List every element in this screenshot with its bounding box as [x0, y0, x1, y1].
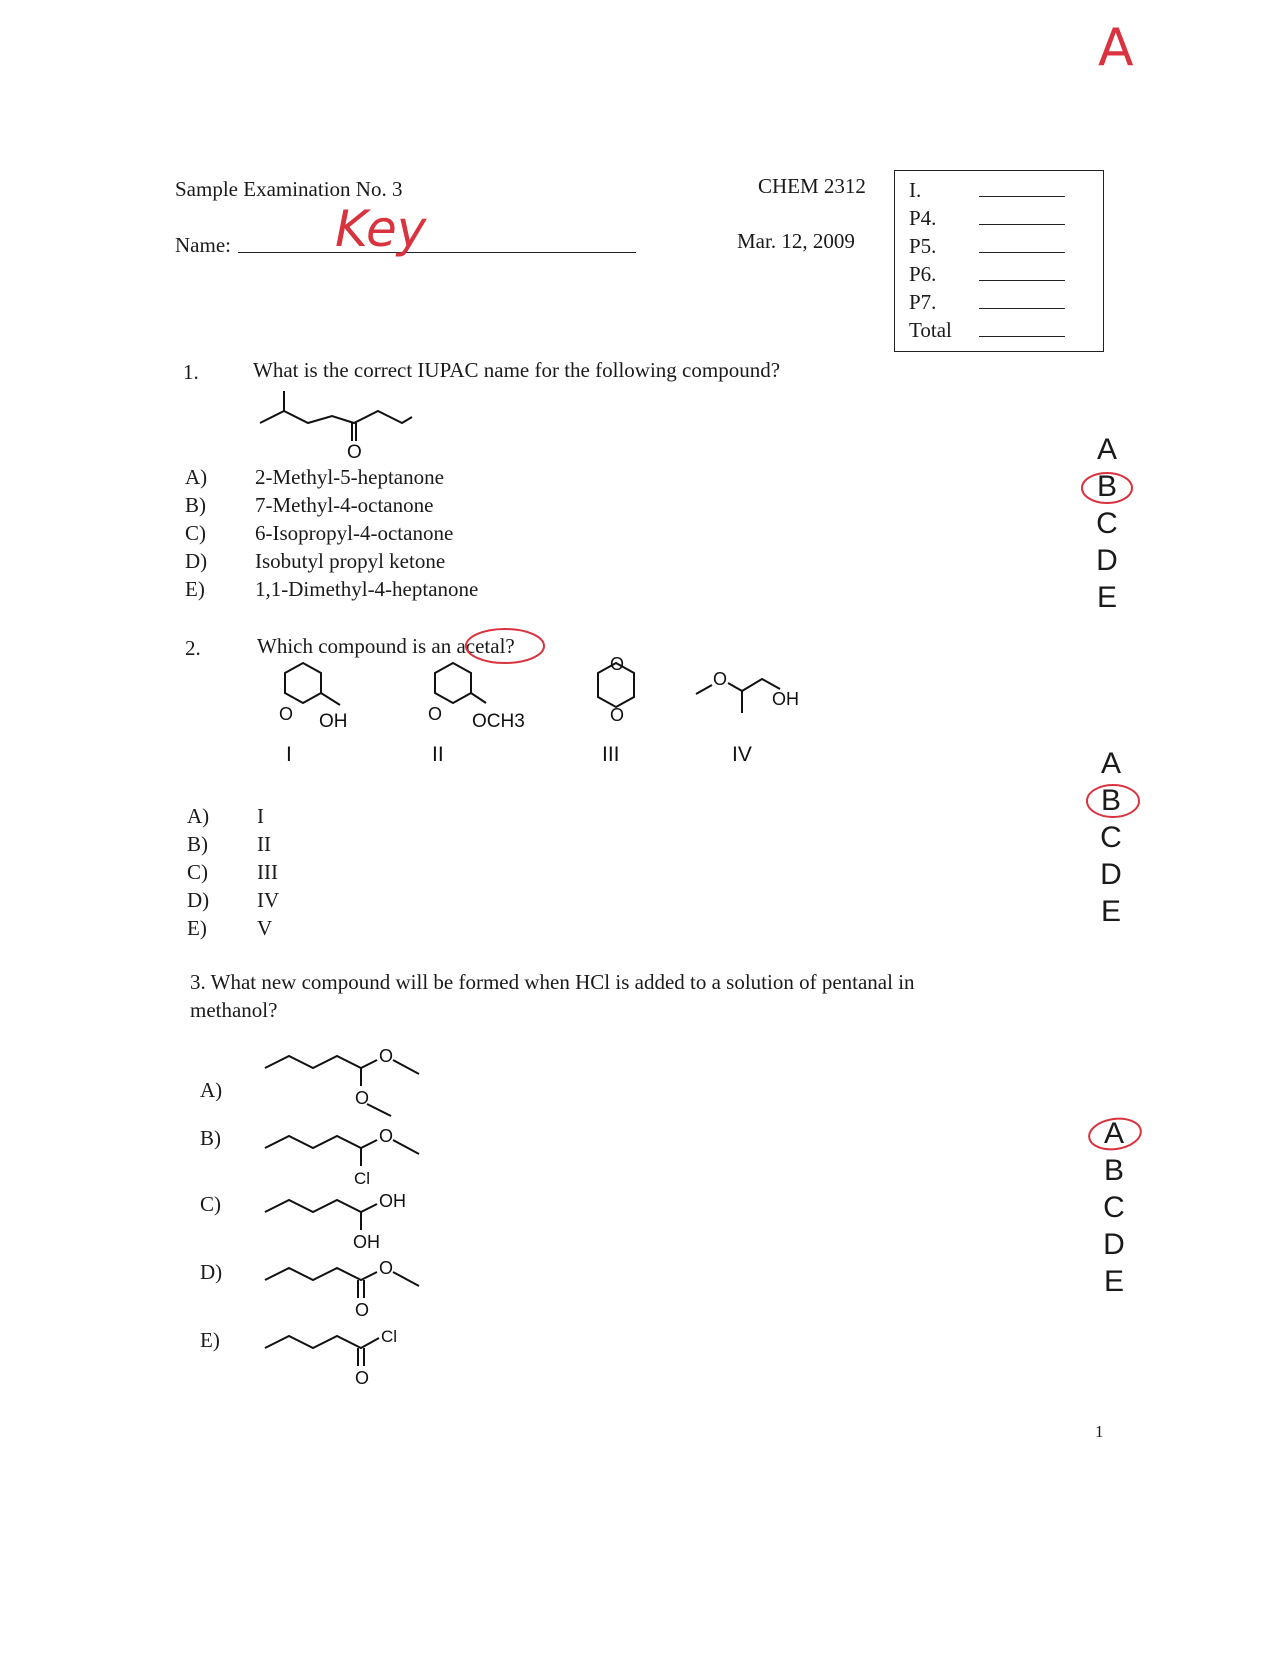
name-label: Name:: [175, 233, 231, 257]
q3-answer-c[interactable]: C: [1103, 1191, 1125, 1224]
course-code: CHEM 2312: [758, 174, 866, 198]
svg-text:O: O: [379, 1258, 394, 1278]
name-handwritten: Key: [335, 200, 427, 258]
q2-option[interactable]: E) V: [187, 915, 273, 940]
q1-question: What is the correct IUPAC name for the following compound?: [253, 358, 781, 382]
q1-option[interactable]: E) 1,1-Dimethyl-4-heptanone: [185, 576, 479, 601]
svg-text:O: O: [610, 655, 625, 674]
svg-text:O: O: [713, 669, 728, 689]
svg-text:O: O: [355, 1088, 370, 1108]
q2-option[interactable]: A) I: [187, 803, 264, 828]
q1-answer-column: [1087, 431, 1127, 616]
q2-structures: [250, 655, 830, 765]
q3-structure-b: [265, 1126, 419, 1188]
q1-option[interactable]: C) 6-Isopropyl-4-octanone: [185, 520, 454, 545]
q2-option[interactable]: D) IV: [187, 887, 280, 912]
svg-text:O: O: [379, 1126, 394, 1146]
q1-number: 1.: [183, 360, 199, 384]
q2-number: 2.: [185, 636, 201, 660]
q3-structure-c: [265, 1191, 406, 1252]
q3-structure-a: [265, 1046, 419, 1116]
q3-answer-a[interactable]: A: [1103, 1117, 1124, 1150]
q1-option[interactable]: D) Isobutyl propyl ketone: [185, 548, 446, 573]
svg-text:OH: OH: [772, 689, 799, 709]
q2-answer-column: [1091, 745, 1131, 930]
svg-text:O: O: [355, 1368, 370, 1388]
page-number: 1: [1095, 1422, 1104, 1441]
structure-i: [279, 663, 348, 765]
q2-selected-circle: [1082, 780, 1146, 822]
q3-selected-circle: [1084, 1113, 1148, 1155]
q1-atom-o: O: [347, 442, 362, 460]
svg-text:Cl: Cl: [381, 1327, 398, 1346]
q3-option-e-letter[interactable]: E): [200, 1328, 220, 1352]
q1-answer-d[interactable]: D: [1096, 544, 1118, 577]
exam-date: Mar. 12, 2009: [737, 229, 855, 253]
q1-options: [185, 463, 478, 603]
score-row: I.: [909, 175, 1103, 203]
q3-answer-b[interactable]: B: [1103, 1154, 1124, 1187]
q1-selected-circle: [1077, 468, 1137, 508]
q1-answer-e[interactable]: E: [1096, 581, 1117, 614]
q1-option[interactable]: A) 2-Methyl-5-heptanone: [185, 464, 444, 489]
q2-question: Which compound is an acetal?: [257, 634, 515, 658]
structure-ii: [428, 663, 525, 765]
svg-text:O: O: [279, 704, 294, 724]
svg-text:OH: OH: [353, 1232, 380, 1252]
structure-iii: [598, 655, 634, 765]
q3-option-c-letter[interactable]: C): [200, 1192, 221, 1216]
score-row: P7.: [909, 287, 1103, 315]
score-box: [894, 170, 1104, 352]
exam-title: Sample Examination No. 3: [175, 177, 403, 201]
svg-text:II: II: [432, 743, 444, 765]
q3-structures: [255, 1040, 455, 1390]
svg-text:O: O: [379, 1046, 394, 1066]
q3-option-b-letter[interactable]: B): [200, 1126, 221, 1150]
q2-answer-d[interactable]: D: [1100, 858, 1122, 891]
q3-option-d-letter[interactable]: D): [200, 1260, 223, 1284]
svg-text:I: I: [286, 743, 292, 765]
q2-option[interactable]: B) II: [187, 831, 271, 856]
q2-answer-b[interactable]: B: [1100, 784, 1121, 817]
q2-keyword: acetal?: [456, 634, 515, 658]
q3-question-line1: 3. What new compound will be formed when HCl is added to a solution of pentanal in: [190, 970, 915, 994]
svg-text:OCH3: OCH3: [472, 711, 525, 732]
score-row: Total: [909, 315, 1103, 343]
q3-answer-d[interactable]: D: [1103, 1228, 1125, 1261]
q2-answer-a[interactable]: A: [1100, 747, 1121, 780]
svg-text:IV: IV: [732, 743, 752, 765]
svg-text:OH: OH: [319, 711, 348, 732]
q1-answer-a[interactable]: A: [1096, 433, 1117, 466]
q1-answer-b[interactable]: B: [1096, 470, 1117, 503]
q3-structure-e: [265, 1327, 397, 1388]
q1-structure: [250, 385, 420, 460]
q2-answer-e[interactable]: E: [1100, 895, 1121, 928]
q2-answer-c[interactable]: C: [1100, 821, 1122, 854]
svg-text:O: O: [428, 704, 443, 724]
svg-text:OH: OH: [379, 1191, 406, 1211]
structure-iv: [696, 669, 799, 765]
score-row: P5.: [909, 231, 1103, 259]
q1-carbon-chain: [260, 411, 412, 423]
name-line: [238, 252, 636, 253]
q3-question-line2: methanol?: [190, 998, 278, 1022]
q3-structure-d: [265, 1258, 419, 1320]
q3-answer-e[interactable]: E: [1103, 1265, 1124, 1298]
grade-mark: A: [1098, 18, 1134, 78]
score-row: P4.: [909, 203, 1103, 231]
q1-answer-c[interactable]: C: [1096, 507, 1118, 540]
svg-text:Cl: Cl: [354, 1169, 371, 1188]
q1-option[interactable]: B) 7-Methyl-4-octanone: [185, 492, 434, 517]
svg-text:O: O: [610, 705, 625, 725]
q2-option[interactable]: C) III: [187, 859, 278, 884]
svg-text:O: O: [355, 1300, 370, 1320]
q3-option-a-letter[interactable]: A): [200, 1078, 223, 1102]
score-row: P6.: [909, 259, 1103, 287]
q2-options: [187, 802, 279, 942]
svg-text:III: III: [602, 743, 620, 765]
